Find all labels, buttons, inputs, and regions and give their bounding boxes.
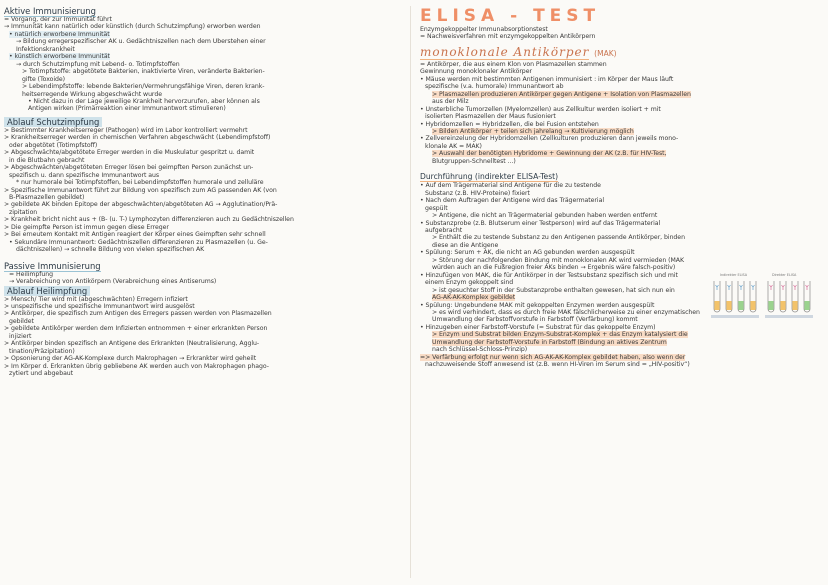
- line-text: • Spülung: Ungebundene MAK mit gekoppelten Enzymen werden ausgespült: [420, 301, 655, 309]
- proc-line: [420, 331, 824, 338]
- line-text: > Abgeschwächte/abgetötete Erreger werden in die Muskulatur gespritzt u. damit: [4, 149, 255, 157]
- elisa-illustration: [706, 271, 818, 327]
- line-text: > ist gesuchter Stoff in der Substanzprobe enthalten gewesen, hat sich nun ein: [432, 286, 675, 294]
- s1-line: [4, 46, 404, 53]
- mak-line: [420, 68, 824, 75]
- proc-line: [420, 197, 824, 204]
- line-text: > gebildete Antikörper werden dem Infizierten entnommen + einer erkrankten Person: [4, 325, 268, 333]
- line-text: > Totimpfstoffe: abgetötete Bakterien, inaktivierte Viren, veränderte Bakterien-: [22, 68, 265, 76]
- s2-line: [4, 127, 404, 134]
- mak-line: [420, 121, 824, 128]
- s2-line: [4, 239, 404, 246]
- proc-line: [420, 354, 824, 361]
- line-text: • Auf dem Trägermaterial sind Antigene für die zu testende: [420, 182, 601, 190]
- s1-line: [4, 76, 404, 83]
- mak-line: [420, 76, 824, 83]
- mak-line: [420, 158, 824, 165]
- proc-line: [420, 234, 824, 241]
- mak-heading: monoklonale Antikörper (MAK): [420, 44, 617, 59]
- s2-line: [4, 246, 404, 253]
- antibody-marks-left: [716, 285, 755, 290]
- s1-line: [4, 68, 404, 75]
- test-tube-group-right: [768, 281, 810, 312]
- mak-line: [420, 106, 824, 113]
- sub-line: [420, 26, 824, 33]
- line-text: oder abgetötet (Totimpfstoff): [9, 141, 98, 149]
- line-text: > Bilden Antikörper + teilen sich jahrelang → Kultivierung möglich: [432, 127, 634, 135]
- line-text: spezifisch u. dann spezifische Immunantwort aus: [9, 171, 160, 179]
- section-ablauf-heilimpfung: [4, 296, 404, 378]
- line-text: • Unsterbliche Tumorzellen (Myelomzellen) aus Zellkultur werden isoliert + mit: [420, 105, 661, 113]
- line-text: diese an die Antigene: [432, 241, 499, 249]
- mak-line: [420, 143, 824, 150]
- page-title: ELISA - TEST: [420, 6, 601, 26]
- line-text: > gebildete AK binden Epitope der abgeschwächten/abgetöteten AG → Agglutination/Prä-: [4, 201, 278, 209]
- line-text: in die Blutbahn gebracht: [9, 156, 85, 164]
- proc-line: [420, 361, 824, 368]
- rack-left: [711, 315, 759, 318]
- line-text: → Bildung erregerspezifischer AK u. Gedächtniszellen nach dem Überstehen einer: [16, 38, 266, 46]
- heading-ablauf-heilimpfung: Ablauf Heilimpfung: [4, 286, 404, 296]
- s1-line: [4, 23, 404, 30]
- line-text: nach Schlüssel-Schloss-Prinzip): [432, 346, 528, 354]
- s4-line: [4, 355, 404, 362]
- s2-line: [4, 231, 404, 238]
- line-text: Substanz (z.B. HIV-Proteine) fixiert: [425, 189, 530, 197]
- line-text: • Nach dem Auftragen der Antigene wird das Trägermaterial: [420, 197, 605, 205]
- line-text: spezifische (v.a. humorale) Immunantwort ab: [425, 83, 564, 91]
- s3-line: [4, 278, 404, 285]
- line-text: zipitation: [9, 208, 38, 216]
- s4-line: [4, 318, 404, 325]
- proc-line: [420, 182, 824, 189]
- mak-line: [420, 150, 824, 157]
- line-text: > Mensch/ Tier wird mit (abgeschwächten) Erregern infiziert: [4, 295, 188, 303]
- s2-line: [4, 201, 404, 208]
- s2-line: [4, 142, 404, 149]
- left-column: [4, 6, 404, 377]
- s4-line: [4, 348, 404, 355]
- line-text: > Abgeschwächten/abgetöteten Erreger lösen bei geimpften Person zunächst un-: [4, 164, 254, 172]
- column-divider: [410, 6, 411, 578]
- line-text: gifte (Toxoide): [22, 75, 66, 83]
- line-text: aufgebracht: [425, 226, 463, 234]
- s2-line: [4, 149, 404, 156]
- illus-label-direkt: Direkter ELISA: [772, 273, 797, 277]
- proc-line: [420, 227, 824, 234]
- s2-line: [4, 209, 404, 216]
- line-text: → durch Schutzimpfung mit Lebend- o. Totimpfstoffen: [16, 60, 180, 68]
- line-text: > Enzym und Substrat bilden Enzym-Substrat-Komplex + das Enzym katalysiert die: [432, 331, 688, 339]
- line-text: Enzymgekoppelter Immunabsorptionstest: [420, 26, 548, 33]
- line-text: aus der Milz: [432, 98, 469, 106]
- proc-line: [420, 257, 824, 264]
- line-text: • Zellvereinzelung der Hybridomzellen (Zellkulturen produzieren dann jeweils mono-: [420, 135, 679, 143]
- s2-line: [4, 187, 404, 194]
- s2-line: [4, 224, 404, 231]
- line-text: • Substanzprobe (z.B. Blutserum einer Testperson) wird auf das Trägermaterial: [420, 219, 661, 227]
- s4-line: [4, 333, 404, 340]
- s2-line: [4, 164, 404, 171]
- mak-line: [420, 61, 824, 68]
- section-ablauf-schutzimpfung: [4, 127, 404, 254]
- s4-line: [4, 325, 404, 332]
- s4-line: [4, 303, 404, 310]
- line-text: injiziert: [9, 332, 32, 340]
- line-text: > Lebendimpfstoffe: lebende Bakterien/Vermehrungsfähige Viren, deren krank-: [22, 83, 265, 91]
- s3-line: [4, 271, 404, 278]
- line-text: Umwandlung der Farbstoffvorstufe in Farbstoff (Verfärbung) kommt: [432, 316, 638, 324]
- line-text: > Spezifische Immunantwort führt zur Bildung von spezifisch zum AG passenden AK (von: [4, 186, 277, 194]
- s2-line: [4, 134, 404, 141]
- section-mak: [420, 61, 824, 165]
- s1-line: [4, 16, 404, 23]
- s2-line: [4, 172, 404, 179]
- s2-line: [4, 216, 404, 223]
- line-text: B-Plasmazellen gebildet): [9, 193, 85, 201]
- proc-line: [420, 339, 824, 346]
- antibody-marks-right: [770, 285, 809, 290]
- illus-label-indirekt: Indirekter ELISA: [720, 273, 748, 277]
- line-text: → Immunität kann natürlich oder künstlich (durch Schutzimpfung) erworben werden: [4, 23, 261, 31]
- s2-line: [4, 179, 404, 186]
- proc-line: [420, 212, 824, 219]
- rack-right: [765, 315, 813, 318]
- s2-line: [4, 157, 404, 164]
- line-text: würden auch an die Fußregion freier AKs binden → Ergebnis wäre falsch-positiv): [432, 264, 676, 272]
- s4-line: [4, 296, 404, 303]
- line-text: • natürlich erworbene Immunität: [9, 30, 110, 38]
- line-text: = Vorgang, der zur Immunität führt: [4, 16, 112, 23]
- line-text: > Störung der nachfolgenden Bindung mit monoklonalen AK wird vermieden (MAK: [432, 256, 684, 264]
- s1-line: [4, 105, 404, 112]
- s1-line: [4, 38, 404, 45]
- proc-line: [420, 242, 824, 249]
- line-text: * nur humorale bei Totimpfstoffen, bei Lebendimpfstoffen humorale und zelluläre: [16, 179, 264, 187]
- line-text: > Antigene, die nicht an Trägermaterial gebunden haben werden entfernt: [432, 212, 658, 220]
- mak-line: [420, 98, 824, 105]
- line-text: AG-AK-AK-Komplex gebildet: [432, 294, 516, 302]
- test-tube-fill-left: [714, 301, 755, 310]
- heading-aktive-immunisierung: Aktive Immunisierung: [4, 6, 96, 16]
- line-text: • Hinzugeben einer Farbstoff-Vorstufe (= Substrat für das gekoppelte Enzym): [420, 323, 656, 331]
- s1-line: [4, 91, 404, 98]
- line-text: • Nicht dazu in der Lage jeweilige Krankheit hervorzurufen, aber können als: [28, 97, 260, 105]
- line-text: > Krankheit bricht nicht aus + (B- (u. T-) Lymphozyten differenzieren auch zu Gedächtniszellen: [4, 216, 294, 224]
- line-text: Gewinnung monoklonaler Antikörper: [420, 68, 532, 76]
- section-aktive-immunisierung: [4, 16, 404, 113]
- line-text: zytiert und abgebaut: [9, 370, 74, 378]
- s1-line: [4, 83, 404, 90]
- line-text: > Krankheitserreger werden in chemischen Verfahren abgeschwächt (Lebendimpfstoff): [4, 134, 271, 142]
- proc-line: [420, 190, 824, 197]
- proc-line: [420, 220, 824, 227]
- line-text: einem Enzym gekoppelt sind: [425, 279, 514, 287]
- line-text: = Nachweisverfahren mit enzymgekoppelten Antikörpern: [420, 33, 596, 41]
- line-text: Umwandlung der Farbstoff-Vorstufe in Farbstoff (Bindung an aktives Zentrum: [432, 338, 667, 346]
- line-text: > Im Körper d. Erkrankten übrig gebliebene AK werden auch von Makrophagen phago-: [4, 362, 269, 370]
- section-passive-immunisierung: [4, 271, 404, 286]
- line-text: tination/Präzipitation): [9, 347, 75, 355]
- line-text: gebildet: [9, 317, 34, 325]
- s1-line: [4, 98, 404, 105]
- line-text: Blutgruppen-Schnelltest ...): [432, 157, 516, 165]
- s1-line: [4, 53, 404, 60]
- heading-passive-immunisierung: Passive Immunisierung: [4, 260, 101, 271]
- line-text: nachzuweisende Stoff anwesend ist (z.B. wenn HI-Viren im Serum sind = „HIV-positiv“): [425, 361, 690, 369]
- line-text: isolierten Plasmazellen der Maus fusioniert: [425, 113, 556, 121]
- mak-line: [420, 91, 824, 98]
- line-text: klonale AK = MAK): [425, 142, 482, 150]
- line-text: > Bei erneutem Kontakt mit Antigen reagiert der Körper eines Geimpften sehr schnell: [4, 231, 266, 239]
- line-text: • Sekundäre Immunantwort: Gedächtniszellen differenzieren zu Plasmazellen (u. Ge-: [9, 238, 268, 246]
- line-text: > Bestimmter Krankheitserreger (Pathogen) wird im Labor kontrolliert vermehrt: [4, 126, 248, 134]
- line-text: > Opsonierung der AG-AK-Komplexe durch Makrophagen → Erkrankter wird geheilt: [4, 355, 257, 363]
- mak-line: [420, 113, 824, 120]
- line-text: > Antikörper binden spezifisch an Antigene des Erkrankten (Neutralisierung, Agglu-: [4, 340, 260, 348]
- line-text: => Verfärbung erfolgt nur wenn sich AG-AK-AK-Komplex gebildet haben, also wenn der: [420, 353, 686, 361]
- line-text: > Enthält die zu testende Substanz zu den Antigenen passende Antikörper, binden: [432, 234, 685, 242]
- s1-line: [4, 31, 404, 38]
- sub-line: [420, 33, 824, 40]
- s4-line: [4, 340, 404, 347]
- line-text: • Hinzufügen von MAK, die für Antikörper in der Testsubstanz spezifisch sich und mit: [420, 271, 678, 279]
- heading-durchfuehrung: Durchführung (indirekter ELISA-Test): [420, 172, 559, 182]
- line-text: • Hybridomzellen = Hybridzellen, die bei Fusion entstehen: [420, 120, 599, 128]
- line-text: = Heilimpfung: [9, 270, 54, 278]
- heading-ablauf-schutzimpfung: Ablauf Schutzimpfung: [4, 117, 404, 127]
- line-text: gespült: [425, 204, 448, 212]
- test-tube-fill-right: [768, 301, 809, 310]
- line-text: Infektionskrankheit: [16, 45, 75, 53]
- line-text: > es wird verhindert, dass es durch freie MAK fälschlicherweise zu einer enzymatischen: [432, 308, 700, 316]
- line-text: • Spülung: Serum + AK, die nicht an AG gebunden werden ausgespült: [420, 249, 635, 257]
- line-text: dächtniszellen) → schnelle Bildung von vielen spezifischen AK: [16, 246, 205, 254]
- line-text: = Antikörper, die aus einem Klon von Plasmazellen stammen: [420, 60, 607, 68]
- proc-line: [420, 249, 824, 256]
- s2-line: [4, 194, 404, 201]
- mak-line: [420, 83, 824, 90]
- line-text: > Antikörper, die spezifisch zum Antigen des Erregers passen werden von Plasmazellen: [4, 310, 272, 318]
- line-text: > unspezifische und spezifische Immunantwort wird ausgelöst: [4, 302, 195, 310]
- s4-line: [4, 310, 404, 317]
- subtitle: [420, 26, 824, 41]
- s1-line: [4, 61, 404, 68]
- proc-line: [420, 205, 824, 212]
- line-text: > Auswahl der benötigten Hybridome + Gewinnung der AK (z.B. für HIV-Test,: [432, 150, 667, 158]
- proc-line: [420, 346, 824, 353]
- line-text: • künstlich erworbene Immunität: [9, 53, 110, 61]
- mak-line: [420, 135, 824, 142]
- line-text: → Verabreichung von Antikörpern (Verabreichung eines Antiserums): [9, 278, 217, 286]
- line-text: > Die geimpfte Person ist immun gegen diese Erreger: [4, 223, 169, 231]
- s4-line: [4, 363, 404, 370]
- mak-line: [420, 128, 824, 135]
- line-text: Antigen wirken (Primärreaktion einer Immunantwort stimulieren): [28, 105, 226, 113]
- line-text: > Plasmazellen produzieren Antikörper gegen Antigene + Isolation von Plasmazellen: [432, 90, 691, 98]
- line-text: • Mäuse werden mit bestimmten Antigenen immunisiert : im Körper der Maus läuft: [420, 75, 674, 83]
- line-text: heitserregende Wirkung abgeschwächt wurde: [22, 90, 162, 98]
- test-tube-group-left: [714, 281, 756, 312]
- s4-line: [4, 370, 404, 377]
